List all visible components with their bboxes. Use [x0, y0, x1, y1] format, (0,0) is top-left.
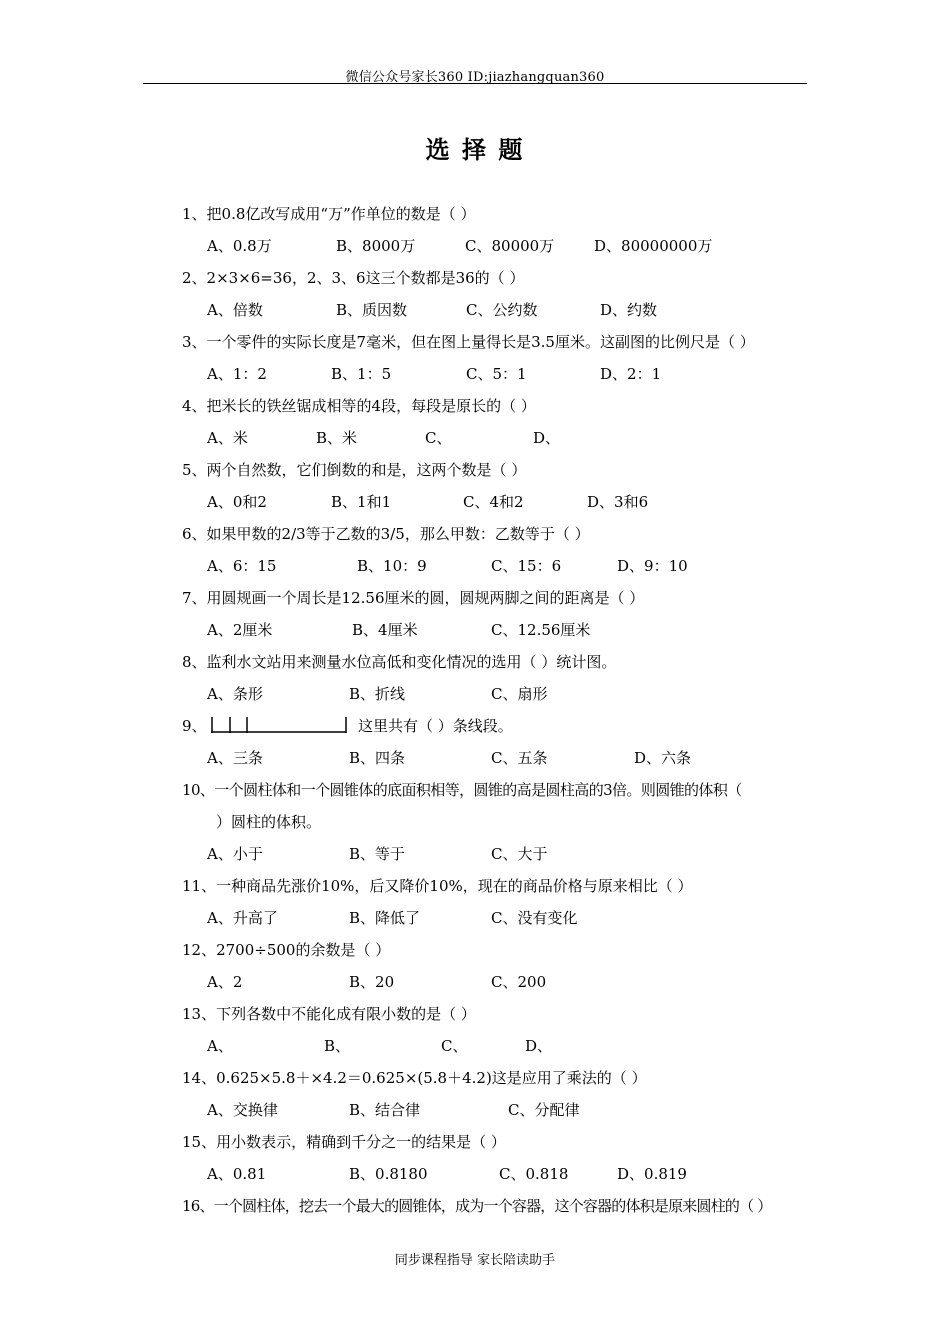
- option-11b: B、降低了: [349, 909, 421, 927]
- option-13b: B、: [324, 1037, 351, 1055]
- question-5: 5、两个自然数，它们倒数的和是，这两个数是（ ）: [182, 461, 527, 479]
- question-10: 10、一个圆柱体和一个圆锥体的底面积相等，圆锥的高是圆柱高的3倍。则圆锥的体积（: [182, 781, 742, 799]
- option-12a: A、2: [207, 973, 243, 991]
- option-8a: A、条形: [207, 685, 263, 703]
- option-9c: C、五条: [491, 749, 548, 767]
- option-9a: A、三条: [207, 749, 263, 767]
- option-11a: A、升高了: [207, 909, 278, 927]
- question-2: 2、2×3×6=36，2、3、6这三个数都是36的（ ）: [182, 269, 525, 287]
- question-13: 13、下列各数中不能化成有限小数的是（ ）: [182, 1005, 476, 1023]
- question-12: 12、2700÷500的余数是（ ）: [182, 941, 391, 959]
- option-6c: C、15：6: [491, 557, 562, 575]
- option-6d: D、9：10: [617, 557, 688, 575]
- option-4b: B、米: [316, 429, 358, 447]
- option-15c: C、0.818: [499, 1165, 569, 1183]
- option-3b: B、1：5: [331, 365, 392, 383]
- option-8c: C、扇形: [491, 685, 548, 703]
- option-7b: B、4厘米: [352, 621, 418, 639]
- option-5d: D、3和6: [587, 493, 649, 511]
- option-14a: A、交换律: [207, 1101, 278, 1119]
- question-1: 1、把0.8亿改写成用“万”作单位的数是（ ）: [182, 205, 476, 223]
- option-12c: C、200: [491, 973, 547, 991]
- header-divider: [143, 83, 807, 84]
- option-9d: D、六条: [634, 749, 692, 767]
- option-10c: C、大于: [491, 845, 548, 863]
- question-10-continuation: ）圆柱的体积。: [216, 813, 322, 831]
- option-2d: D、约数: [600, 301, 658, 319]
- page-footer: 同步课程指导 家长陪读助手: [394, 1253, 556, 1268]
- question-4: 4、把米长的铁丝锯成相等的4段，每段是原长的（ ）: [182, 397, 536, 415]
- question-6: 6、如果甲数的2/3等于乙数的3/5，那么甲数：乙数等于（ ）: [182, 525, 590, 543]
- option-7c: C、12.56厘米: [491, 621, 591, 639]
- option-12b: B、20: [349, 973, 395, 991]
- option-1d: D、80000000万: [594, 237, 713, 255]
- line-segment-figure: [210, 715, 348, 734]
- page-header: 微信公众号家长360 ID:jiazhangquan360: [345, 70, 605, 85]
- option-10b: B、等于: [349, 845, 406, 863]
- question-9-number: 9、: [182, 717, 207, 735]
- option-6a: A、6：15: [207, 557, 277, 575]
- option-4c: C、: [425, 429, 452, 447]
- question-15: 15、用小数表示，精确到千分之一的结果是（ ）: [182, 1133, 506, 1151]
- option-15b: B、0.8180: [349, 1165, 428, 1183]
- option-4d: D、: [533, 429, 561, 447]
- page-title: 选 择 题: [425, 135, 525, 164]
- option-4a: A、米: [207, 429, 248, 447]
- option-1b: B、8000万: [336, 237, 416, 255]
- option-2a: A、倍数: [207, 301, 263, 319]
- option-1c: C、80000万: [465, 237, 555, 255]
- option-10a: A、小于: [207, 845, 263, 863]
- option-3d: D、2：1: [600, 365, 662, 383]
- option-5a: A、0和2: [207, 493, 267, 511]
- option-8b: B、折线: [349, 685, 406, 703]
- option-13a: A、: [207, 1037, 233, 1055]
- option-2b: B、质因数: [336, 301, 408, 319]
- option-14b: B、结合律: [349, 1101, 421, 1119]
- option-11c: C、没有变化: [491, 909, 578, 927]
- option-5b: B、1和1: [331, 493, 392, 511]
- option-13d: D、: [525, 1037, 553, 1055]
- option-3a: A、1：2: [207, 365, 267, 383]
- option-14c: C、分配律: [508, 1101, 580, 1119]
- question-16: 16、一个圆柱体，挖去一个最大的圆锥体，成为一个容器，这个容器的体积是原来圆柱的（ ）: [182, 1197, 772, 1215]
- option-6b: B、10：9: [357, 557, 427, 575]
- option-15d: D、0.819: [617, 1165, 687, 1183]
- question-9: 这里共有（ ）条线段。: [358, 717, 513, 735]
- question-7: 7、用圆规画一个周长是12.56厘米的圆，圆规两脚之间的距离是（ ）: [182, 589, 645, 607]
- option-9b: B、四条: [349, 749, 406, 767]
- question-14: 14、0.625×5.8＋×4.2＝0.625×(5.8＋4.2)这是应用了乘法的（ ）: [182, 1069, 647, 1087]
- question-3: 3、一个零件的实际长度是7毫米，但在图上量得长是3.5厘米。这副图的比例尺是（ ）: [182, 333, 755, 351]
- question-8: 8、监利水文站用来测量水位高低和变化情况的选用（ ）统计图。: [182, 653, 617, 671]
- option-5c: C、4和2: [463, 493, 524, 511]
- option-3c: C、5：1: [466, 365, 527, 383]
- question-11: 11、一种商品先涨价10%，后又降价10%，现在的商品价格与原来相比（ ）: [182, 877, 693, 895]
- option-13c: C、: [441, 1037, 468, 1055]
- option-15a: A、0.81: [207, 1165, 267, 1183]
- option-7a: A、2厘米: [207, 621, 273, 639]
- option-2c: C、公约数: [466, 301, 538, 319]
- option-1a: A、0.8万: [207, 237, 272, 255]
